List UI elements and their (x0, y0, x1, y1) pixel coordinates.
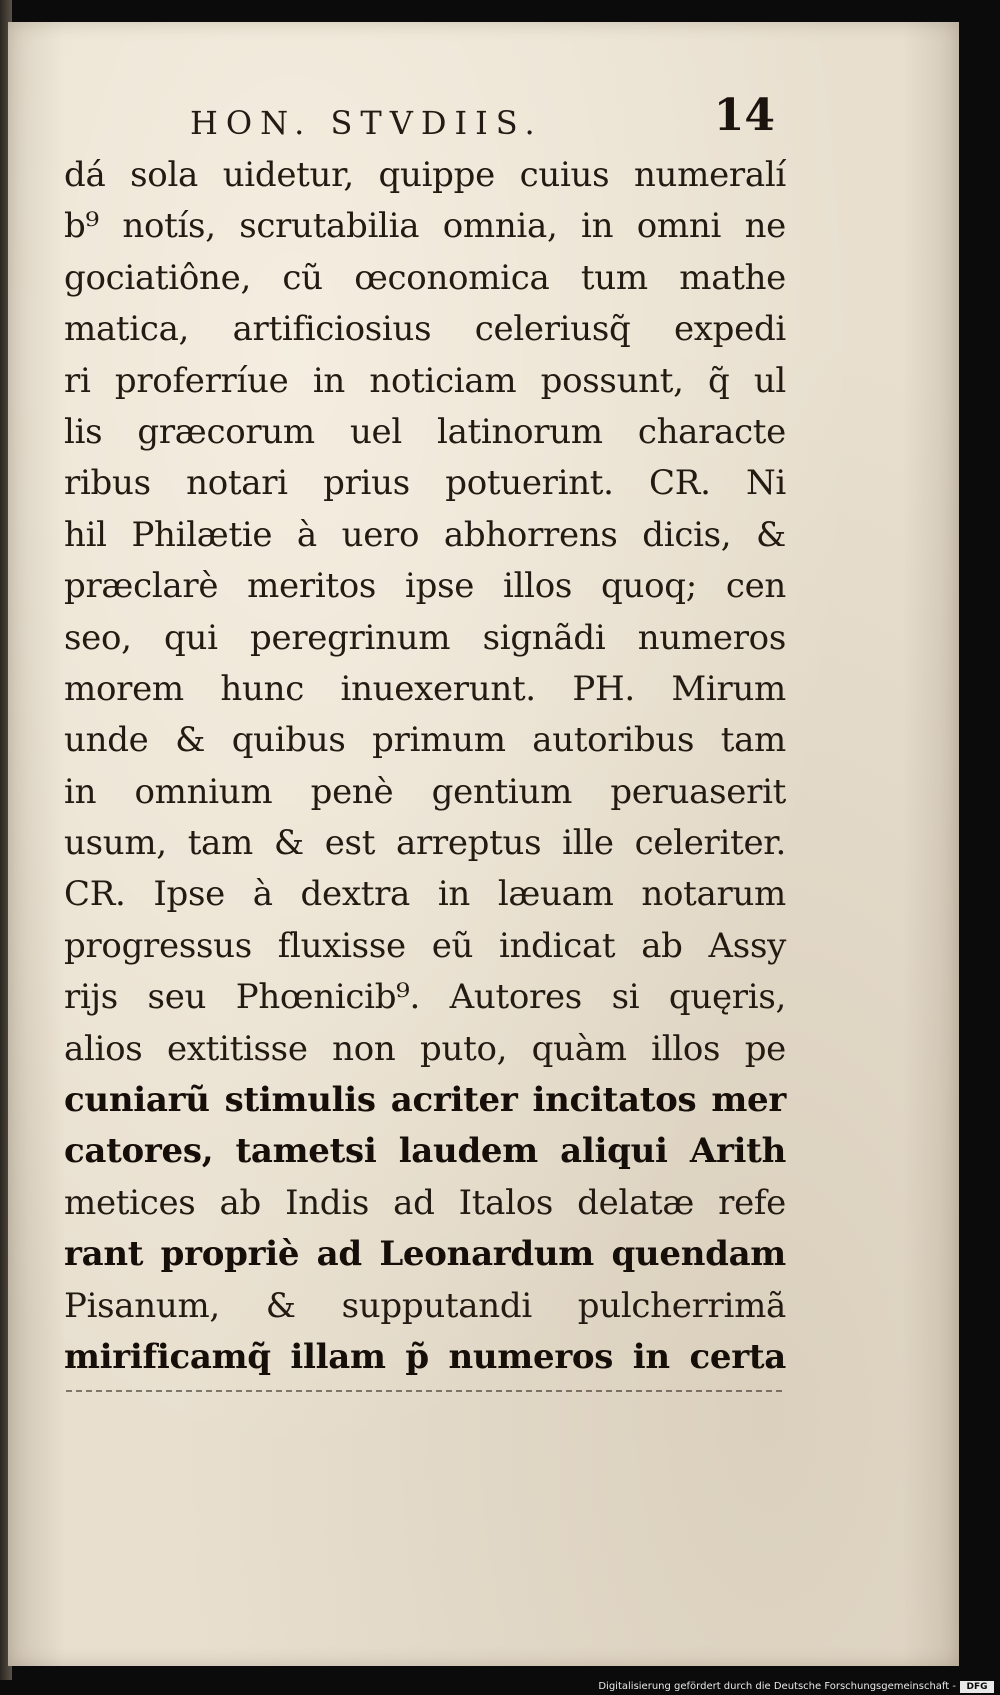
text-line: lis græcorum uel latinorum characte (64, 411, 786, 452)
running-title: HON. STVDIIS. (190, 104, 543, 142)
text-line: rijs seu Phœnicib⁹. Autores si quęris, (64, 977, 786, 1018)
text-line: rant propriè ad Leonardum quendam (64, 1234, 786, 1275)
body-text (64, 150, 786, 1383)
page-number: 14 (713, 90, 775, 141)
text-line: dá sola uidetur, quippe cuius numeralí (64, 155, 786, 195)
text-line: seo, qui peregrinum signãdi numeros (64, 617, 786, 658)
dfg-logo: DFG (960, 1681, 994, 1693)
running-head (190, 86, 775, 146)
text-line: ri proferríue in noticiam possunt, q̃ ul (64, 360, 786, 401)
text-line: cuniarũ stimulis acriter incitatos mer (64, 1080, 786, 1121)
text-line: in omnium penè gentium peruaserit (64, 771, 786, 812)
text-line: hil Philætie à uero abhorrens dicis, & (64, 514, 786, 555)
text-line: mirificamq̃ illam p̃ numeros in certa (64, 1336, 786, 1377)
text-line: b⁹ notís, scrutabilia omnia, in omni ne (64, 206, 786, 247)
text-line: præclarè meritos ipse illos quoq; cen (64, 566, 786, 607)
text-line: morem hunc inuexerunt. PH. Mirum (64, 668, 786, 709)
text-line: Pisanum, & supputandi pulcherrimã (64, 1285, 786, 1326)
text-line: catores, tametsi laudem aliqui Arith (64, 1131, 786, 1172)
digitization-credit: Digitalisierung gefördert durch die Deutsche Forschungsgemeinschaft - (598, 1681, 956, 1692)
text-line: matica, artificiosius celeriusq̃ expedi (64, 309, 786, 350)
show-through-rule (66, 1390, 782, 1392)
text-line: usum, tam & est arreptus ille celeriter. (64, 823, 786, 864)
text-line: alios extitisse non puto, quàm illos pe (64, 1028, 786, 1069)
text-line: progressus fluxisse eũ indicat ab Assy (64, 925, 786, 966)
text-line: metices ab Indis ad Italos delatæ refe (64, 1182, 786, 1223)
text-line: CR. Ipse à dextra in læuam notarum (64, 874, 786, 915)
text-line: ribus notari prius potuerint. CR. Ni (64, 463, 786, 504)
text-line: unde & quibus primum autoribus tam (64, 720, 786, 761)
text-line: gociatiône, cũ œconomica tum mathe (64, 257, 786, 298)
